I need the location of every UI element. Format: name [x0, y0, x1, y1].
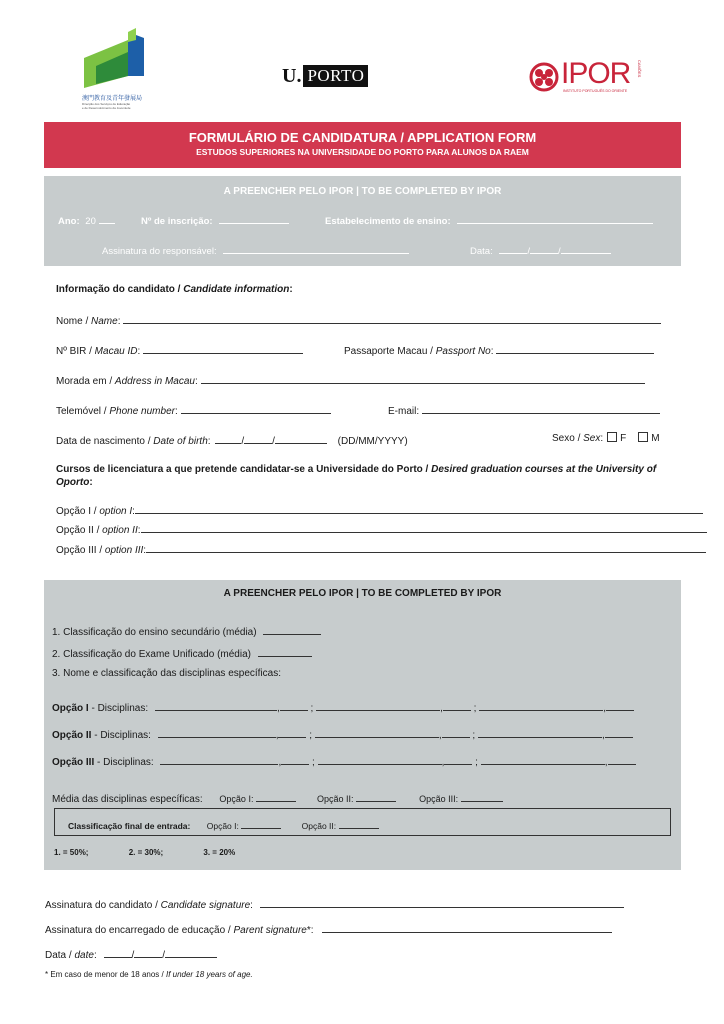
opcao3-label: Opção III — [52, 757, 95, 768]
bir-row: Nº BIR / Macau ID: — [56, 342, 303, 358]
phone-label-pt: Telemóvel / — [56, 406, 110, 417]
ano-label: Ano: — [58, 216, 80, 227]
opt1-field[interactable] — [135, 502, 703, 514]
opcao1-grade2[interactable] — [443, 699, 471, 711]
passport-field[interactable] — [496, 342, 654, 354]
sex-m-label: M — [651, 433, 660, 444]
final-row — [68, 817, 379, 832]
opt2-label-pt: Opção II / — [56, 525, 103, 536]
courses-heading-en: Desired graduation courses at the University of Oporto — [56, 464, 657, 488]
final-op2-field[interactable] — [339, 817, 379, 829]
item2-row — [52, 645, 312, 661]
dsedj-caption: 澳門教育及青年發展局 — [82, 95, 143, 102]
signature-date-month[interactable] — [134, 946, 162, 958]
opcao2-grade1[interactable] — [278, 726, 306, 738]
candidate-heading-pt: Informação do candidato / — [56, 284, 184, 295]
assinatura-responsavel-field[interactable] — [223, 242, 409, 254]
media-op3-field[interactable] — [461, 790, 503, 802]
ipor-sub: INSTITUTO PORTUGUÊS DO ORIENTE — [563, 89, 628, 93]
sex-f-label: F — [620, 433, 627, 444]
nome-label-en: Name — [91, 316, 118, 327]
form-subtitle: ESTUDOS SUPERIORES NA UNIVERSIDADE DO PORTO PARA ALUNOS DA RAEM — [196, 147, 529, 157]
ipor-name: IPOR — [561, 57, 631, 90]
item3-label: 3. Nome e classificação das disciplinas específicas: — [52, 668, 281, 679]
parent-signature-mark: *: — [306, 925, 314, 936]
signature-date-pt: Data / — [45, 950, 75, 961]
ipor-logo — [529, 58, 653, 98]
dsedj-sub2: e de Desenvolvimento da Juventude — [82, 106, 131, 110]
media-op2-label: Opção II: — [317, 794, 354, 804]
opt2-field[interactable] — [141, 521, 707, 533]
uporto-u: U. — [282, 64, 302, 87]
dob-row: Data de nascimento / Date of birth: / / (DD/MM/YYYY) — [56, 432, 408, 448]
opcao1-disc3[interactable] — [479, 699, 603, 711]
nome-field[interactable] — [123, 312, 661, 324]
dob-month[interactable] — [244, 432, 272, 444]
opcao2-row: Opção II - Disciplinas: , ; , ; , — [52, 726, 633, 742]
ipor-bottom-heading: A PREENCHER PELO IPOR | TO BE COMPLETED BY IPOR — [223, 588, 502, 599]
parent-signature-en: Parent signature — [233, 925, 307, 936]
header-banner — [44, 122, 681, 168]
opt2-label-en: option II — [102, 525, 138, 536]
courses-heading-pt: Cursos de licenciatura a que pretende candidatar-se a Universidade do Porto / — [56, 464, 432, 475]
ano-prefix: 20 — [85, 216, 96, 227]
morada-row: Morada em / Address in Macau: — [56, 372, 645, 388]
estabelecimento-label: Estabelecimento de ensino: — [325, 216, 451, 227]
opcao3-grade1[interactable] — [281, 753, 309, 765]
inscricao-field[interactable] — [219, 212, 289, 224]
dob-day[interactable] — [215, 432, 241, 444]
footnote-pt: * Em caso de menor de 18 anos / — [45, 970, 166, 979]
opt2-row: Opção II / option II: — [56, 521, 707, 537]
signature-date-row: Data / date: / / — [45, 946, 217, 962]
opcao2-label: Opção II — [52, 730, 92, 741]
media-op1-label: Opção I: — [219, 794, 254, 804]
dob-format: (DD/MM/YYYY) — [337, 436, 408, 447]
opcao1-row: Opção I - Disciplinas: , ; , ; , — [52, 699, 634, 715]
dob-label-pt: Data de nascimento / — [56, 436, 154, 447]
signature-date-en: date — [74, 950, 94, 961]
item1-row — [52, 623, 321, 639]
sex-label-en: Sex — [583, 433, 601, 444]
email-row — [388, 402, 660, 418]
morada-field[interactable] — [201, 372, 645, 384]
opcao3-disc2[interactable] — [318, 753, 442, 765]
opcao2-grade3[interactable] — [605, 726, 633, 738]
passport-row: Passaporte Macau / Passport No: — [344, 342, 654, 358]
passport-label-en: Passport No — [435, 346, 491, 357]
item1-field[interactable] — [263, 623, 321, 635]
opcao1-disciplinas: - Disciplinas: — [88, 703, 149, 714]
final-op1-label: Opção I: — [206, 821, 239, 831]
cand-signature-row: Assinatura do candidato / Candidate signature: — [45, 896, 624, 912]
opcao1-grade3[interactable] — [606, 699, 634, 711]
ano-field[interactable] — [99, 212, 115, 224]
sex-m-checkbox[interactable] — [638, 432, 648, 442]
media-op2-field[interactable] — [356, 790, 396, 802]
weight1: 1. = 50%; — [54, 848, 89, 857]
final-label: Classificação final de entrada: — [68, 821, 191, 831]
weight2: 2. = 30%; — [128, 848, 164, 857]
opcao2-grade2[interactable] — [442, 726, 470, 738]
dob-year[interactable] — [275, 432, 327, 444]
cand-signature-pt: Assinatura do candidato / — [45, 900, 161, 911]
opt1-label-en: option I — [99, 506, 133, 517]
opcao3-disc3[interactable] — [481, 753, 605, 765]
ipor-side: CAMÕES — [637, 60, 642, 78]
signature-date-year[interactable] — [165, 946, 217, 958]
parent-signature-pt: Assinatura do encarregado de educação / — [45, 925, 234, 936]
opt3-label-en: option III — [104, 545, 144, 556]
bir-field[interactable] — [143, 342, 303, 354]
parent-signature-field[interactable] — [322, 921, 612, 933]
bir-label-en: Macau ID — [94, 346, 138, 357]
opcao2-disc3[interactable] — [478, 726, 602, 738]
footnote — [45, 970, 253, 979]
opcao3-row: Opção III - Disciplinas: , ; , ; , — [52, 753, 636, 769]
opcao3-disciplinas: - Disciplinas: — [94, 757, 154, 768]
opcao2-disc1[interactable] — [158, 726, 276, 738]
signature-date-day[interactable] — [104, 946, 132, 958]
passport-label-pt: Passaporte Macau / — [344, 346, 436, 357]
item3-row — [52, 668, 281, 680]
weights-row — [54, 848, 235, 857]
opcao2-disc2[interactable] — [315, 726, 439, 738]
opcao1-disc1[interactable] — [155, 699, 277, 711]
ipor-box-top: A PREENCHER PELO IPOR | TO BE COMPLETED BY IPOR Ano: 20 Nº de inscrição: Estabelecimento de ensino: Assinatura do responsável: Data: / / — [44, 176, 681, 266]
nome-label-pt: Nome / — [56, 316, 92, 327]
courses-heading: Cursos de licenciatura a que pretende candidatar-se a Universidade do Porto / Desired graduation courses at the University of Oporto: — [56, 464, 657, 488]
opcao3-disc1[interactable] — [160, 753, 278, 765]
final-op2-label: Opção II: — [301, 821, 337, 831]
parent-signature-row — [45, 921, 612, 937]
form-title: FORMULÁRIO DE CANDIDATURA / APPLICATION FORM — [188, 130, 537, 145]
inscricao-label: Nº de inscrição: — [141, 216, 213, 227]
item2-field[interactable] — [258, 645, 312, 657]
opcao1-label: Opção I — [52, 703, 89, 714]
dob-label-en: Date of birth — [153, 436, 208, 447]
opt1-label-pt: Opção I / — [56, 506, 100, 517]
nome-row: Nome / Name: — [56, 312, 661, 328]
final-op1-field[interactable] — [241, 817, 281, 829]
item2-label: 2. Classificação do Exame Unificado (média) — [52, 649, 251, 660]
candidate-heading-en: Candidate information — [183, 284, 290, 295]
cand-signature-field[interactable] — [260, 896, 624, 908]
dsedj-logo — [82, 28, 152, 108]
email-field[interactable] — [422, 402, 660, 414]
assinatura-responsavel-label: Assinatura do responsável: — [102, 246, 217, 257]
uporto-logo — [282, 64, 368, 88]
ipor-data-year[interactable] — [561, 242, 611, 254]
estabelecimento-field[interactable] — [457, 212, 653, 224]
ipor-emblem-icon — [529, 62, 559, 92]
dsedj-logo-mark-icon — [82, 28, 152, 90]
opt3-label-pt: Opção III / — [56, 545, 105, 556]
opcao3-grade3[interactable] — [608, 753, 636, 765]
footnote-en: If under 18 years of age. — [165, 970, 253, 979]
ipor-data-label: Data: — [470, 246, 493, 257]
phone-row: Telemóvel / Phone number: — [56, 402, 331, 418]
opcao1-grade1[interactable] — [280, 699, 308, 711]
opcao3-grade2[interactable] — [444, 753, 472, 765]
media-row — [52, 790, 503, 806]
media-label: Média das disciplinas específicas: — [52, 794, 203, 805]
phone-label-en: Phone number — [109, 406, 175, 417]
opcao1-disc2[interactable] — [316, 699, 440, 711]
ipor-data-month[interactable] — [530, 242, 558, 254]
media-op3-label: Opção III: — [419, 794, 459, 804]
item1-label: 1. Classificação do ensino secundário (média) — [52, 627, 257, 638]
bir-label-pt: Nº BIR / — [56, 346, 95, 357]
candidate-heading — [56, 284, 293, 296]
email-label: E-mail: — [388, 406, 420, 417]
opt3-row: Opção III / option III: — [56, 541, 706, 557]
media-op1-field[interactable] — [256, 790, 296, 802]
sex-f-checkbox[interactable] — [607, 432, 617, 442]
dsedj-sub1: Direcção dos Serviços de Educação — [82, 102, 131, 106]
morada-label-en: Address in Macau — [114, 376, 195, 387]
morada-label-pt: Morada em / — [56, 376, 115, 387]
ipor-top-heading: A PREENCHER PELO IPOR | TO BE COMPLETED BY IPOR — [223, 186, 502, 197]
weight3: 3. = 20% — [203, 848, 236, 857]
ipor-data-day[interactable] — [499, 242, 527, 254]
sex-label-pt: Sexo / — [552, 433, 584, 444]
candidate-heading-colon: : — [289, 284, 293, 295]
phone-field[interactable] — [181, 402, 331, 414]
opcao2-disciplinas: - Disciplinas: — [91, 730, 151, 741]
uporto-name: PORTO — [303, 65, 368, 87]
sex-row: Sexo / Sex: F M — [552, 433, 660, 444]
opt3-field[interactable] — [146, 541, 706, 553]
opt1-row: Opção I / option I: — [56, 502, 703, 518]
cand-signature-en: Candidate signature — [160, 900, 251, 911]
